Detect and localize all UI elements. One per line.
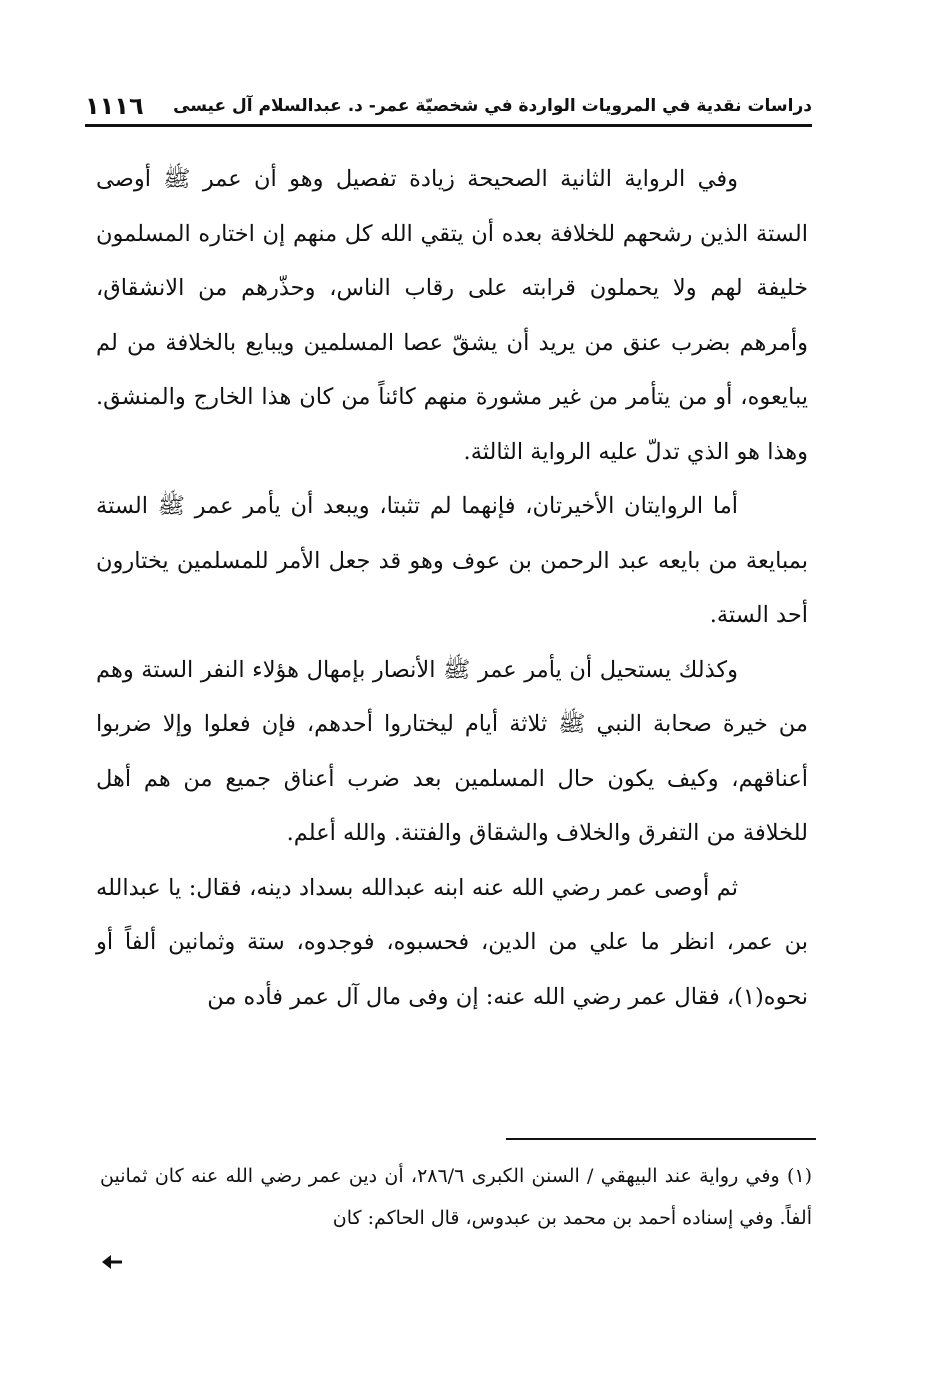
running-title: دراسات نقدية في المرويات الواردة في شخصيّة عمر- د. عبدالسلام آل عيسى (173, 96, 812, 116)
page-header (85, 88, 812, 124)
header-rule (85, 124, 812, 127)
left-arrow-icon (100, 1250, 124, 1274)
footnote (100, 1155, 812, 1239)
footnote-rule (506, 1138, 816, 1140)
footnote-text: (١) وفي رواية عند البيهقي / السنن الكبرى ٢٨٦/٦، أن دين عمر رضي الله عنه كان ثمانين ألفاً. وفي إسناده أحمد بن محمد بن عبدوس، قال الحاكم: كان (100, 1165, 812, 1229)
paragraph: وكذلك يستحيل أن يأمر عمر ﷺ الأنصار بإمهال هؤلاء النفر الستة وهم من خيرة صحابة النبي ﷺ ثلاثة أيام ليختاروا أحدهم، فإن فعلوا وإلا ضربوا أعناقهم، وكيف يكون حال المسلمين بعد ضرب أعناق جميع من هم أهل للخلافة من التفرق والخلاف والشقاق والفتنة. والله أعلم. (96, 656, 808, 846)
main-text (96, 152, 808, 1024)
page-number: ١١١٦ (85, 92, 144, 120)
paragraph: وفي الرواية الثانية الصحيحة زيادة تفصيل وهو أن عمر ﷺ أوصى الستة الذين رشحهم للخلافة بعده أن يتقي الله كل منهم إن اختاره المسلمون خليفة لهم ولا يحملون قرابته على رقاب الناس، وحذّرهم من الانشقاق، وأمرهم بضرب عنق من يريد أن يشقّ عصا المسلمين ويبايع بالخلافة من لم يبايعوه، أو من يتأمر من غير مشورة منهم كائناً من كان هذا الخارج والمنشق. وهذا هو الذي تدلّ عليه الرواية الثالثة. (96, 166, 808, 465)
paragraph: أما الروايتان الأخيرتان، فإنهما لم تثبتا، ويبعد أن يأمر عمر ﷺ الستة بمبايعة من بايعه عبد الرحمن بن عوف وهو قد جعل الأمر للمسلمين يختارون أحد الستة. (96, 493, 808, 628)
paragraph: ثم أوصى عمر رضي الله عنه ابنه عبدالله بسداد دينه، فقال: يا عبدالله بن عمر، انظر ما علي من الدين، فحسبوه، فوجدوه، ستة وثمانين ألفاً أو نحوه(١)، فقال عمر رضي الله عنه: إن وفى مال آل عمر فأده من (96, 874, 808, 1010)
